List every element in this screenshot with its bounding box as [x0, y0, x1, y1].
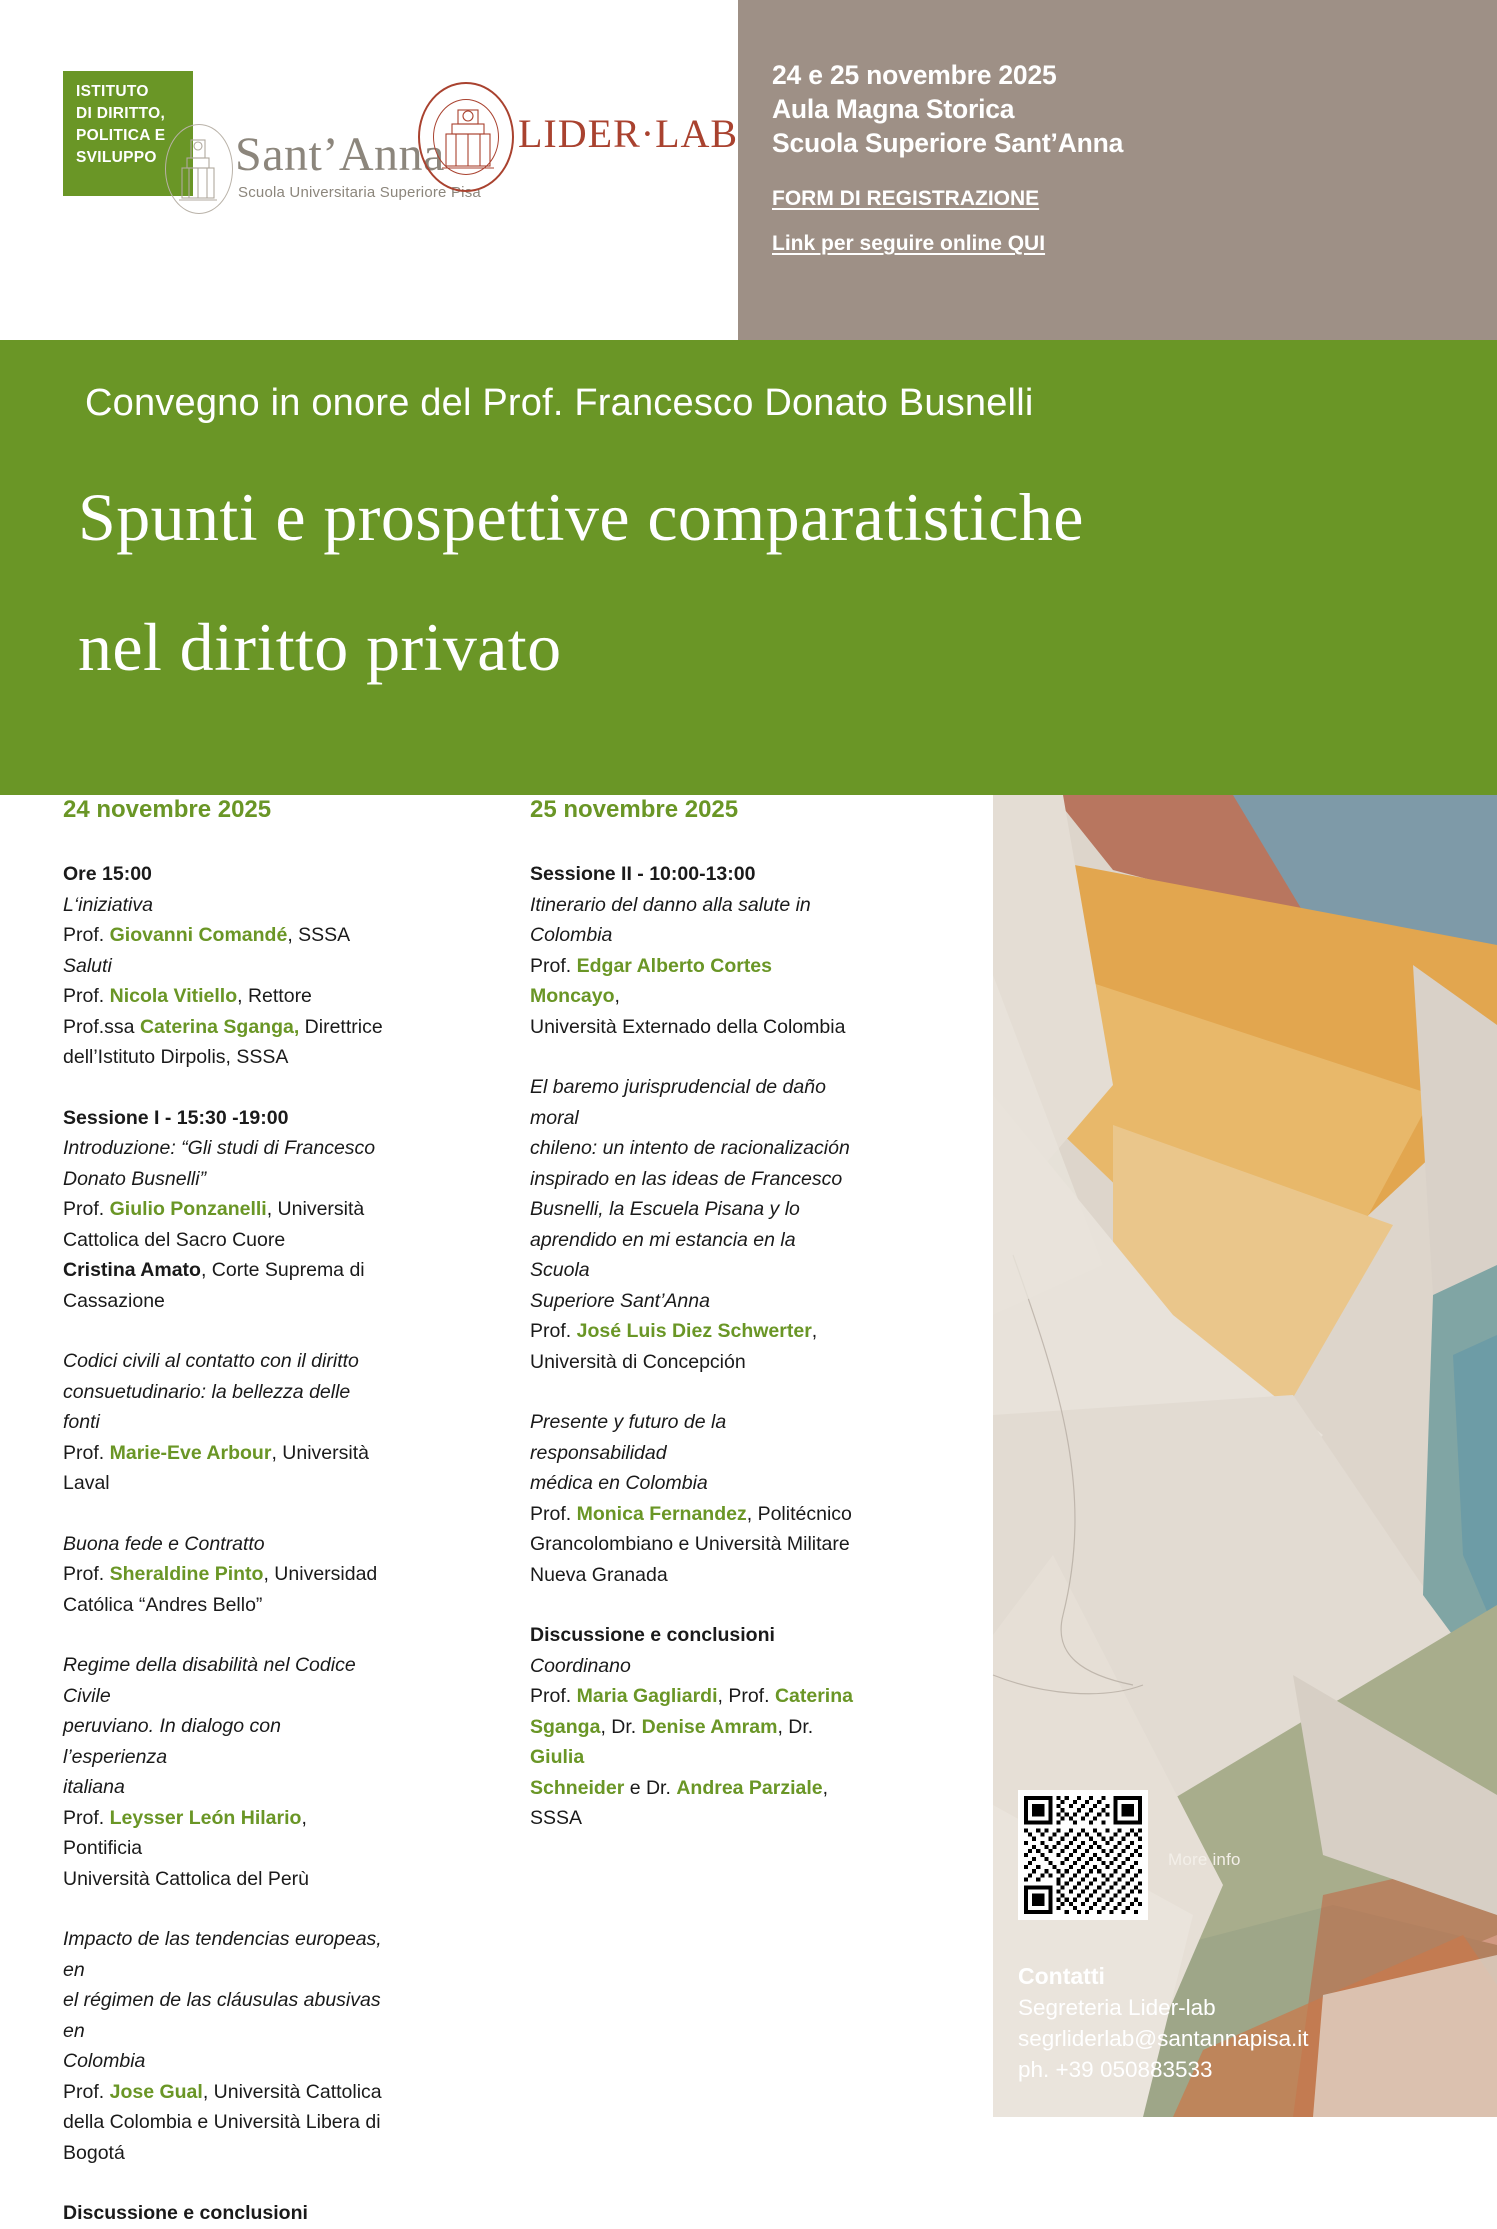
program-line: [530, 1620, 860, 1651]
program-line: [530, 1164, 860, 1195]
program-line: [530, 920, 860, 951]
program-text: Prof.: [530, 1320, 577, 1342]
program-line: [63, 1650, 383, 1711]
program-line: [530, 951, 860, 1012]
contacts-heading: Contatti: [1018, 1963, 1105, 1989]
dirpolis-logo-line-4: SVILUPPO: [76, 149, 157, 166]
program-line: [530, 890, 860, 921]
program-text: Prof.: [63, 985, 110, 1007]
program-line: [63, 981, 383, 1012]
speaker-name: Edgar Alberto Cortes Moncayo: [530, 954, 772, 1007]
program-line: [63, 1194, 383, 1225]
program-text: , Rettore: [237, 985, 312, 1007]
program-text: , SSSA: [287, 924, 351, 946]
program-text: Grancolombiano e Università Militare: [530, 1533, 850, 1555]
program-text: Cassazione: [63, 1289, 165, 1312]
program-text: Prof.: [530, 1685, 577, 1707]
session-heading: Ore 15:00: [63, 863, 152, 885]
program-line: [63, 2046, 383, 2077]
talk-title: italiana: [63, 1776, 125, 1798]
program-text: Prof.: [530, 954, 577, 977]
program-column-day2: [530, 795, 860, 1834]
program-line: [530, 1712, 860, 1773]
program-line: [530, 1529, 860, 1560]
venue-date: 24 e 25 novembre 2025: [772, 60, 1057, 90]
program-line: [63, 951, 383, 982]
program-text: Università Externado della Colombia: [530, 1015, 846, 1038]
speaker-name: Giulio Ponzanelli: [109, 1198, 267, 1220]
liderlab-seal-icon: [418, 82, 514, 192]
program-text: , Dr.: [777, 1715, 814, 1738]
talk-title: Superiore Sant’Anna: [530, 1289, 710, 1312]
program-block: [530, 1620, 860, 1834]
session-heading: Sessione II - 10:00-13:00: [530, 863, 756, 885]
session-heading: Sessione I - 15:30 -19:00: [63, 1106, 289, 1129]
program-block: [63, 859, 383, 1073]
speaker-name: Denise Amram: [641, 1715, 778, 1738]
talk-title: Introduzione: “Gli studi di Francesco: [63, 1137, 376, 1159]
program-text: Prof.: [530, 1502, 577, 1525]
program-block: [530, 1072, 860, 1377]
program-text: Università Cattolica del Perù: [63, 1867, 310, 1890]
program-text: , Università Cattolica: [202, 2080, 382, 2103]
speaker-name: Marie-Eve Arbour: [109, 1441, 272, 1464]
talk-title: El baremo jurisprudencial de daño moral: [530, 1076, 826, 1129]
talk-title: Codici civili al contatto con il diritto: [63, 1350, 359, 1372]
venue-room: Aula Magna Storica: [772, 94, 1015, 124]
talk-title: consuetudinario: la bellezza delle fonti: [63, 1380, 351, 1433]
speaker-name: Sheraldine Pinto: [109, 1563, 264, 1585]
session-heading: Discussione e conclusioni: [530, 1624, 775, 1646]
program-line: [63, 920, 383, 951]
speaker-name: Sganga: [530, 1715, 601, 1738]
program-line: [63, 1438, 383, 1499]
speaker-name: Leysser León Hilario: [109, 1806, 302, 1829]
day2-date-heading: 25 novembre 2025: [530, 796, 739, 823]
speaker-name: Caterina: [774, 1685, 853, 1707]
header-info-panel: [738, 0, 1497, 340]
program-line: [63, 1559, 383, 1590]
contacts-phone[interactable]: ph. +39 050883533: [1018, 2057, 1213, 2082]
program-line: [530, 1072, 860, 1133]
program-column-day1: [63, 795, 383, 2229]
program-text: Prof.: [63, 1198, 110, 1220]
registration-form-link[interactable]: FORM DI REGISTRAZIONE: [772, 187, 1040, 210]
program-line: [63, 2077, 383, 2108]
program-line: [63, 1772, 383, 1803]
contacts-email[interactable]: segrliderlab@santannapisa.it: [1018, 2026, 1309, 2051]
program-text: , Pontificia: [63, 1806, 307, 1859]
program-text: Prof.: [63, 1806, 110, 1829]
talk-title: Colombia: [63, 2050, 146, 2072]
program-text: Università di Concepción: [530, 1350, 746, 1373]
program-block: [63, 1346, 383, 1499]
talk-title: aprendido en mi estancia en la Scuola: [530, 1228, 796, 1281]
program-line: [530, 1286, 860, 1317]
talk-title: Busnelli, la Escuela Pisana y lo: [530, 1198, 800, 1220]
program-text: Bogotá: [63, 2141, 125, 2164]
program-block: [63, 1103, 383, 1317]
program-text: Prof.: [63, 1563, 110, 1585]
talk-title: L‘iniziativa: [63, 893, 153, 916]
program-line: [530, 1194, 860, 1225]
program-block: [63, 1650, 383, 1894]
speaker-name: Andrea Parziale: [676, 1776, 823, 1799]
contacts-office: Segreteria Lider-lab: [1018, 1995, 1216, 2020]
program-text: Direttrice: [299, 1015, 383, 1038]
program-line: [530, 1347, 860, 1378]
talk-title: chileno: un intento de racionalización: [530, 1137, 850, 1159]
talk-title: peruviano. In dialogo con l’esperienza: [63, 1715, 281, 1768]
program-line: [63, 1012, 383, 1043]
program-text: Cattolica del Sacro Cuore: [63, 1228, 286, 1251]
program-text: , Dr.: [600, 1715, 642, 1738]
talk-title: médica en Colombia: [530, 1472, 708, 1494]
speaker-name: Monica Fernandez: [576, 1502, 747, 1525]
program-line: [63, 859, 383, 890]
program-block: [63, 1529, 383, 1621]
dirpolis-logo-line-1: ISTITUTO: [76, 83, 149, 100]
speaker-name: Giovanni Comandé: [109, 924, 288, 946]
program-line: [530, 859, 860, 890]
speaker-name: Nicola Vitiello: [109, 985, 238, 1007]
program-line: [63, 1346, 383, 1377]
program-text: ,: [811, 1320, 818, 1342]
speaker-name: Giulia: [530, 1746, 585, 1768]
program-line: [530, 1316, 860, 1347]
poster-header: [0, 0, 1497, 340]
talk-title: Coordinano: [530, 1654, 631, 1677]
program-line: [63, 2138, 383, 2169]
santanna-wordmark: Sant’Anna: [235, 128, 445, 181]
program-line: [63, 1377, 383, 1438]
program-line: [530, 1407, 860, 1468]
program-block: [63, 1924, 383, 2168]
speaker-name: José Luis Diez Schwerter: [576, 1320, 812, 1342]
program-line: [63, 1286, 383, 1317]
program-line: [530, 1651, 860, 1682]
talk-title: Buona fede e Contratto: [63, 1532, 265, 1555]
program-text: ,: [614, 985, 620, 1007]
day1-blocks: [63, 859, 383, 2229]
program-block: [530, 1407, 860, 1590]
program-line: [63, 1924, 383, 1985]
program-line: [63, 1133, 383, 1164]
venue-institution: Scuola Superiore Sant’Anna: [772, 128, 1124, 158]
title-band: [0, 340, 1497, 795]
program-text: Católica “Andres Bello”: [63, 1593, 263, 1616]
program-line: [63, 1164, 383, 1195]
program-line: [63, 2198, 383, 2229]
program-text: dell’Istituto Dirpolis, SSSA: [63, 1046, 289, 1068]
program-text: Prof.: [63, 924, 110, 946]
program-block: [63, 2198, 383, 2229]
program-text: , Universidad: [263, 1563, 378, 1585]
speaker-name: Maria Gagliardi: [576, 1685, 718, 1707]
speaker-name: Jose Gual: [109, 2080, 203, 2103]
program-line: [530, 1681, 860, 1712]
program-line: [530, 1773, 860, 1834]
santanna-subtitle: Scuola Universitaria Superiore Pisa: [238, 184, 481, 201]
program-line: [63, 2107, 383, 2138]
program-text: Prof.ssa: [63, 1015, 140, 1038]
talk-title: Donato Busnelli”: [63, 1167, 207, 1190]
poster-kicker: Convegno in onore del Prof. Francesco Donato Busnelli: [85, 382, 1034, 424]
program-block: [530, 859, 860, 1042]
talk-title: Colombia: [530, 924, 613, 946]
program-text: , Università: [266, 1198, 365, 1220]
program-line: [530, 1012, 860, 1043]
program-line: [63, 1711, 383, 1772]
program-line: [530, 1560, 860, 1591]
contacts-block: [1018, 1960, 1438, 2085]
speaker-name: Caterina Sganga,: [139, 1015, 300, 1038]
talk-title: Itinerario del danno alla salute in: [530, 893, 811, 916]
program-line: [530, 1468, 860, 1499]
program-text: e Dr.: [624, 1776, 677, 1799]
talk-title: inspirado en las ideas de Francesco: [530, 1167, 843, 1190]
talk-title: Impacto de las tendencias europeas, en: [63, 1928, 382, 1981]
program-line: [63, 1529, 383, 1560]
talk-title: el régimen de las cláusulas abusivas en: [63, 1989, 381, 2042]
dirpolis-logo-line-3: POLITICA E: [76, 127, 166, 144]
program-line: [63, 1590, 383, 1621]
program-text: , Prof.: [717, 1685, 775, 1707]
program-line: [530, 1499, 860, 1530]
qr-code[interactable]: [1018, 1790, 1148, 1920]
program-text: , Università Laval: [63, 1441, 369, 1494]
program-line: [530, 1133, 860, 1164]
program-text: Cristina Amato: [63, 1259, 201, 1281]
program-text: , Corte Suprema di: [200, 1259, 365, 1281]
day2-blocks: [530, 859, 860, 1834]
page-title: [78, 452, 1408, 712]
program-line: [63, 1103, 383, 1134]
program-text: Prof.: [63, 1441, 110, 1464]
talk-title: Regime della disabilità nel Codice Civile: [63, 1654, 356, 1707]
talk-title: Presente y futuro de la responsabilidad: [530, 1411, 727, 1464]
program-text: della Colombia e Università Libera di: [63, 2111, 381, 2133]
program-line: [63, 1042, 383, 1073]
program-line: [63, 890, 383, 921]
liderlab-wordmark: LIDER·LAB: [518, 111, 739, 156]
dirpolis-logo-line-2: DI DIRITTO,: [76, 105, 166, 122]
more-info-label: More info: [1168, 1850, 1241, 1869]
program-line: [63, 1864, 383, 1895]
program-line: [63, 1225, 383, 1256]
program-text: , SSSA: [530, 1776, 829, 1829]
santanna-crest-icon: [165, 124, 233, 214]
title-line-1: Spunti e prospettive comparatistiche: [78, 479, 1084, 555]
program-text: , Politécnico: [746, 1502, 852, 1525]
day1-date-heading: 24 novembre 2025: [63, 796, 272, 823]
program-line: [530, 1225, 860, 1286]
program-text: Prof.: [63, 2080, 110, 2103]
program-line: [63, 1985, 383, 2046]
program-line: [63, 1255, 383, 1286]
program-line: [63, 1803, 383, 1864]
talk-title: Saluti: [63, 954, 112, 977]
title-line-2: nel diritto privato: [78, 609, 562, 685]
program-text: Nueva Granada: [530, 1563, 668, 1586]
liderlab-logo: [418, 82, 739, 192]
session-heading: Discussione e conclusioni: [63, 2202, 308, 2224]
speaker-name: Schneider: [530, 1776, 625, 1799]
online-stream-link[interactable]: Link per seguire online QUI: [772, 232, 1046, 255]
